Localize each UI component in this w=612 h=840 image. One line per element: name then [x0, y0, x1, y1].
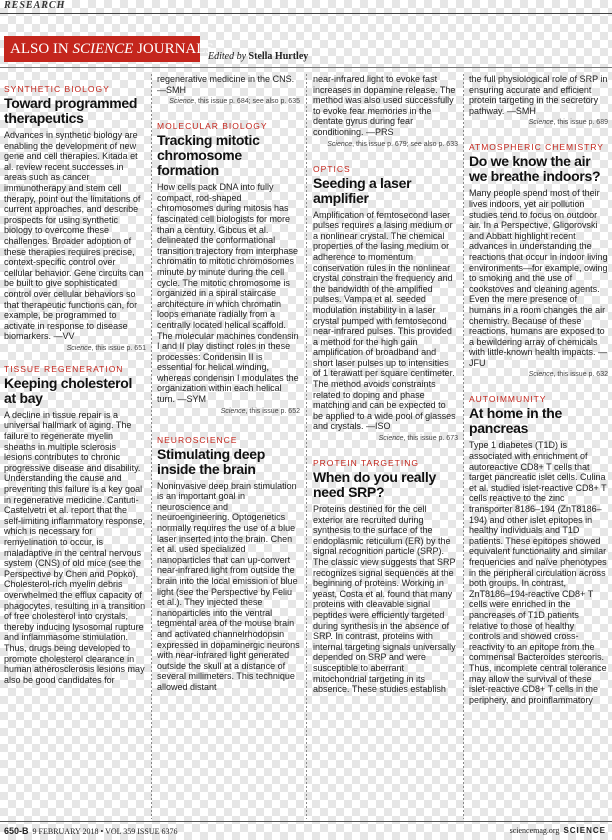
article-body: near-infrared light to evoke fast increases in dopamine release. The method was also used successfully to evoke fear memories in the dentate gyrus during fear conditioning. —PRS — [313, 74, 456, 137]
section-title-journal: SCIENCE — [72, 41, 134, 57]
article-protein-targeting — [313, 458, 458, 695]
section-title-box — [4, 36, 214, 62]
section-title-pre: ALSO IN — [10, 41, 73, 57]
article-tissue-regeneration — [4, 364, 146, 685]
article-category: TISSUE REGENERATION — [4, 363, 124, 374]
article-body: How cells pack DNA into fully compact, rod-shaped chromosomes during mitosis has fascinated cell biologists for more than a century. Gibcus et al. delineated the conformational transition trajectory from interphase chromatin to mitotic chromosomes minute by minute during the cell cycle. The mitotic chromosome is organized in a spiral staircase architecture in which chromatin loops emanate radially from a centrally located helical scaffold. The molecular machines condensin I and II play distinct roles in these processes: Condensin II is essential for helical winding, whereas condensin I modulates the organization within each helical turn. —SYM — [157, 182, 299, 405]
article-body: the full physiological role of SRP in ensuring accurate and efficient protein targeting in the secretory pathway. —SMH — [469, 74, 608, 116]
article-continuation — [313, 74, 458, 150]
ref-journal: Science — [169, 98, 195, 106]
article-category: NEUROSCIENCE — [157, 434, 238, 445]
ref-text: , this issue p. 652 — [245, 407, 300, 415]
article-headline: Seeding a laser amplifier — [313, 174, 412, 206]
column-divider — [463, 74, 464, 819]
column-1 — [4, 74, 146, 814]
folio-page: 650-B — [4, 826, 29, 836]
site-credit — [510, 826, 606, 835]
article-reference — [4, 344, 146, 354]
article-category: AUTOIMMUNITY — [469, 394, 547, 405]
column-divider — [306, 74, 307, 819]
ref-text: , this issue p. 651 — [91, 344, 146, 352]
article-headline: When do you really need SRP? — [313, 469, 436, 501]
column-3 — [313, 74, 458, 814]
article-body: regenerative medicine in the CNS. —SMH — [157, 74, 295, 95]
article-reference — [313, 434, 458, 444]
column-2 — [157, 74, 300, 814]
article-body: Many people spend most of their lives indoors, yet air pollution studies tend to focus on outdoor air. In a Perspective, Gligorovski and Abbatt highlight recent advances in understanding the reactions that occur in indoor living environments—for example, owing to smoking and the use of cookstoves and cleaning agents. Even the mere presence of humans in a room changes the air chemistry. Because of these reactions, humans are exposed to a bewildering array of chemicals with little-known health impacts. —JFU — [469, 188, 608, 368]
article-continuation — [469, 74, 608, 128]
article-reference — [157, 407, 300, 417]
article-headline: Tracking mitotic chromosome formation — [157, 132, 260, 179]
article-body: Advances in synthetic biology are enabling the development of new gene and cell therapies. Kitada et al. review recent successes in areas such as cancer immunotherapy and stem cell therapy, point out the limitations of current approaches, and describe prospects for using synthetic biology to overcome these challenges. Broader adoption of these therapies requires precise, context-specific control over cellular behavior. Gene circuits can be built to give sophisticated control over cellular behaviors so that therapeutic functions can, for example, be programmed to activate in response to disease biomarkers. —VV — [4, 130, 144, 342]
article-atmospheric-chemistry — [469, 142, 608, 380]
article-category: MOLECULAR BIOLOGY — [157, 121, 268, 132]
column-4 — [469, 74, 608, 814]
article-headline: Stimulating deep inside the brain — [157, 445, 265, 477]
ref-journal: Science — [220, 407, 246, 415]
ref-text: , this issue p. 684; see also p. 635 — [194, 98, 300, 106]
editor-name: Stella Hurtley — [248, 51, 309, 62]
folio — [4, 826, 177, 836]
section-rule — [0, 67, 612, 68]
ref-text: , this issue p. 673 — [403, 435, 458, 443]
ref-journal: Science — [528, 371, 554, 379]
article-category: ATMOSPHERIC CHEMISTRY — [469, 142, 604, 153]
ref-journal: Science — [66, 344, 92, 352]
section-title-post: JOURNALS — [133, 41, 214, 57]
article-body: A decline in tissue repair is a universal hallmark of aging. The failure to regenerate myelin sheaths in multiple sclerosis lesions contributes to chronic progressive disease and disability. Understanding the cause and preventing this failure is a key goal in regenerative medicine. Cantuti-Castelvetri et al. report that the self-limiting inflammatory response, which is necessary for remyelination to occur, is maladaptive in the central nervous system (CNS) of old mice (see the Perspective by Chen and Popko). Cholesterol-rich myelin debris overwhelmed the efflux capacity of phagocytes, resulting in a transition of free cholesterol into crystals, thereby inducing lysosomal rupture and inflammasome stimulation. Thus, drugs being developed to promote cholesterol clearance in human atherosclerosis lesions may also be good candidates for — [4, 409, 146, 685]
article-category: OPTICS — [313, 163, 351, 174]
article-headline: Keeping cholesterol at bay — [4, 374, 133, 406]
article-reference — [469, 118, 608, 128]
running-head: RESEARCH — [4, 0, 66, 11]
article-category: SYNTHETIC BIOLOGY — [4, 84, 110, 94]
article-reference — [469, 370, 608, 380]
article-body: Amplification of femtosecond laser pulses requires a lasing medium or a nonlinear crystal. The chemical properties of the lasing medium or adherence to momentum conservation rules in the nonlinear crystal constrain the frequency and the bandwidth of the amplified pulses. Vampa et al. seeded modulation instability in a laser crystal pumped with femtosecond near-infrared pulses. This provided a method for the high gain amplification of broadband and short laser pulses up to intensities of 1 terawatt per square centimeter. The method avoids constraints related to doping and phase matching and can be expected to be applied to a wide pool of glasses and crystals. —ISO — [313, 209, 456, 432]
article-optics — [313, 164, 458, 444]
ref-text: , this issue p. 679; see also p. 633 — [352, 140, 458, 148]
site-url: sciencemag.org — [509, 826, 560, 835]
article-headline: Toward programmed therapeutics — [4, 95, 138, 126]
folio-date-volume: 9 FEBRUARY 2018 • VOL 359 ISSUE 6376 — [32, 827, 178, 836]
article-headline: Do we know the air we breathe indoors? — [469, 153, 601, 185]
article-reference — [157, 97, 300, 107]
article-headline: At home in the pancreas — [469, 405, 563, 437]
article-autoimmunity — [469, 394, 608, 705]
ref-journal: Science — [327, 140, 353, 148]
article-body: Type 1 diabetes (T1D) is associated with enrichment of autoreactive CD8+ T cells that target pancreatic islet cells. Culina et al. studied islet-reactive CD8+ T cells reactive to the zinc transporter 8186–194 (ZnT8186–194) and other islet epitopes in healthy individuals and T1D patients. These epitopes showed equivalent functionality and similar frequencies and naïve phenotypes in the peripheral circulation across both groups. In contrast, ZnT8186–194-reactive CD8+ T cells were enriched in the pancreases of T1D patients relative to those of healthy controls and showed cross-reactivity to an epitope from the commensal Bacteroides stercoris. Thus, incomplete central tolerance may allow the survival of these islet-reactive CD8+ T cells in the periphery, and proinflammatory — [469, 440, 607, 705]
running-head-rule — [0, 13, 612, 14]
article-body: Noninvasive deep brain stimulation is an important goal in neuroscience and neuroengineering. Optogenetics normally requires the use of a blue laser inserted into the brain. Chen et al. used specialized nanoparticles that can up-convert near-infrared light from outside the brain into the local emission of blue light (see the Perspective by Feliu et al.). They injected these nanoparticles into the ventral tegmental area of the mouse brain and activated channelrhodopsin expressed in dopaminergic neurons with near-infrared light generated outside the skull at a distance of several millimeters. This technique allowed distant — [157, 480, 300, 692]
ref-text: , this issue p. 632 — [553, 371, 608, 379]
editor-credit — [208, 51, 308, 62]
article-continuation — [157, 74, 300, 107]
site-name: SCIENCE — [563, 826, 606, 835]
article-category: PROTEIN TARGETING — [313, 458, 419, 469]
ref-journal: Science — [528, 119, 554, 127]
article-molecular-biology — [157, 121, 300, 416]
article-body: Proteins destined for the cell exterior are recruited during synthesis to the surface of the endoplasmic reticulum (ER) by the signal recognition particle (SRP). The classic view suggests that SRP recognizes signal sequences at the beginning of proteins. Working in yeast, Costa et al. found that many proteins with cleavable signal peptides were efficiently targeted during synthesis in the absence of SRP. In contrast, proteins with internal targeting signals universally depended on SRP and were susceptible to aberrant mitochondrial targeting in its absence. These studies establish — [313, 504, 456, 695]
ref-text: , this issue p. 689 — [553, 119, 608, 127]
article-neuroscience — [157, 435, 300, 693]
column-divider — [151, 74, 152, 819]
article-reference — [313, 140, 458, 150]
article-synthetic-biology — [4, 84, 146, 354]
editor-credit-label: Edited by — [208, 51, 249, 62]
footer-rule — [0, 821, 612, 822]
ref-journal: Science — [378, 435, 404, 443]
